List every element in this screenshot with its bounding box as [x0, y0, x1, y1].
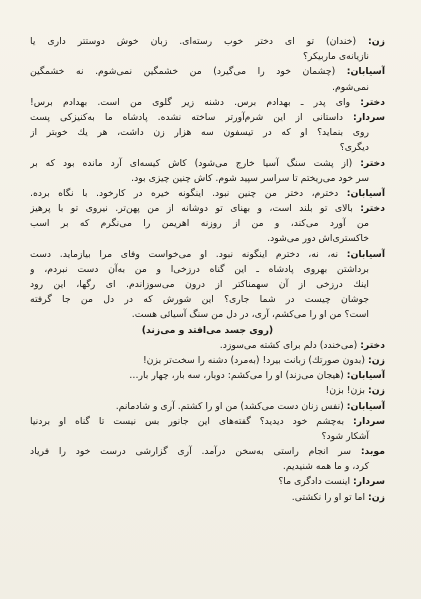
speaker-name: دختر:: [360, 203, 385, 215]
line-text: روی بنماید؟ او که در تیسفون سه هزار زن داشت، هر یك خوبتر از: [30, 127, 369, 139]
line-text: نازیانه‌ی ماربیکر؟: [302, 51, 369, 63]
line-text: اینك درزخی از آن سهمناکتر از درون می‌سوزاندم. ای رگها، این رود: [30, 279, 369, 290]
speaker-name: آسیابان:: [346, 248, 385, 260]
text-line: [30, 34, 385, 49]
line-text: اما تو او را نکشتی.: [291, 491, 368, 503]
text-line: [30, 444, 385, 459]
speaker-name: سردار:: [353, 415, 385, 427]
text-line: [30, 95, 385, 110]
text-line: [30, 125, 385, 140]
speaker-name: آسیابان:: [346, 187, 385, 199]
speaker-name: دختر:: [360, 157, 385, 169]
line-text: وای پدر ـ بهدادم برس. دشنه زیر گلوی من است. بهدادم برس!: [30, 96, 361, 108]
text-line: [30, 110, 385, 125]
line-text: (خندان) تو ای دختر خوب رسته‌ای. زبان خوش دوستتر داری یا: [30, 36, 368, 47]
line-text: (می‌خندد) دلم برای کشته می‌سوزد.: [219, 339, 361, 351]
text-line: [30, 414, 385, 429]
line-text: من آورد می‌کند، و من از روزنه اهریمن را می‌نگرم که بر اسب: [30, 218, 369, 230]
line-text: دیگری؟: [339, 142, 369, 154]
text-line: [30, 429, 385, 444]
line-text: خاکستری‌اش دور می‌شود.: [267, 233, 369, 245]
text-line: [30, 216, 385, 231]
speaker-name: آسیابان:: [346, 400, 385, 412]
line-text: کرد، و ما همه شنیدیم.: [282, 461, 369, 473]
line-text: اینست دادگری ما؟: [278, 476, 354, 488]
line-text: بالای تو بلند است، و بهنای تو دوشانه از من پهن‌تر. نیروی تو با پرهیز: [30, 203, 361, 215]
line-text: جوشان چیست در شما جاری؟ این شورش که در دل من جا گرفته: [30, 294, 369, 306]
text-line: [30, 323, 385, 338]
line-text: (هیجان می‌زند) او را می‌کشم: دوبار، سه بار، چهار بار…: [129, 370, 347, 382]
text-line: [30, 156, 385, 171]
line-text: بزن! بزن!: [325, 385, 368, 397]
text-line: [30, 49, 385, 64]
speaker-name: زن:: [367, 385, 385, 397]
speaker-name: سردار:: [353, 111, 385, 123]
text-line: [30, 353, 385, 368]
text-line: [30, 490, 385, 505]
speaker-name: زن:: [367, 491, 385, 503]
speaker-name: دختر:: [360, 96, 385, 108]
text-line: [30, 64, 385, 79]
line-text: سر انجام راستی به‌سخن درآمد. آری گزارشی درست خود را فریاد: [30, 446, 361, 458]
speaker-name: زن:: [367, 354, 385, 366]
speaker-name: زن:: [367, 36, 385, 47]
text-line: [30, 277, 385, 292]
text-line: [30, 383, 385, 398]
text-line: [30, 399, 385, 414]
text-line: [30, 307, 385, 322]
text-line: [30, 231, 385, 246]
line-text: (چشمان خود را می‌گیرد) من خشمگین نمی‌شوم. نه خشمگین: [30, 66, 347, 78]
text-line: [30, 459, 385, 474]
line-text: نه، نه، دخترم اینگونه نبود. او می‌خواست وفای مرا بیازماید. دست: [30, 248, 347, 260]
line-text: است؟ من او را می‌کشم، آری، در دل من سنگ آسیائی هست.: [131, 309, 369, 321]
text-line: [30, 262, 385, 277]
speaker-name: آسیابان:: [346, 370, 385, 382]
speaker-name: آسیابان:: [346, 66, 385, 78]
speaker-name: موبد:: [360, 446, 385, 458]
line-text: آشکار شود؟: [321, 430, 369, 442]
text-line: [30, 140, 385, 155]
line-text: (نفس زنان دست می‌کشد) من او را کشتم. آری و شادمانم.: [115, 400, 347, 412]
line-text: داستانی از این شرم‌آورتر ساخته نشده. پادشاه ما به‌کنیزکی پست: [30, 111, 354, 123]
text-line: [30, 474, 385, 489]
text-line: [30, 80, 385, 95]
line-text: (از پشت سنگ آسیا خارج می‌شود) کاش کیسه‌ای آرد مانده بود که بر: [30, 157, 361, 169]
text-line: [30, 201, 385, 216]
text-line: [30, 338, 385, 353]
line-text: به‌چشم خود دیدید؟ گفته‌های این جانور بس نیست تا گناه او بردنیا: [30, 415, 354, 427]
line-text: برداشتن بهروی پادشاه ـ این گناه درزخی‌ا و من به‌آن دست نبردم، و: [30, 263, 369, 275]
line-text: نمی‌شوم.: [331, 81, 369, 93]
text-line: [30, 171, 385, 186]
text-line: [30, 186, 385, 201]
stage-direction: (روی جسد می‌افتد و می‌زند): [141, 324, 274, 336]
text-line: [30, 292, 385, 307]
speaker-name: سردار:: [353, 476, 385, 488]
line-text: (بدون صورتك) زبانت بیرد! (به‌مرد) دشنه را سخت‌تر بزن!: [142, 354, 368, 366]
text-line: [30, 368, 385, 383]
text-line: [30, 247, 385, 262]
line-text: سر خود می‌ریختم تا سراسر سپید شوم. کاش چنین چیزی بود.: [131, 172, 369, 184]
speaker-name: دختر:: [360, 339, 385, 351]
line-text: دخترم، دختر من چنین نبود. اینگونه خیره در کارخود. با نگاه برده.: [30, 187, 347, 199]
